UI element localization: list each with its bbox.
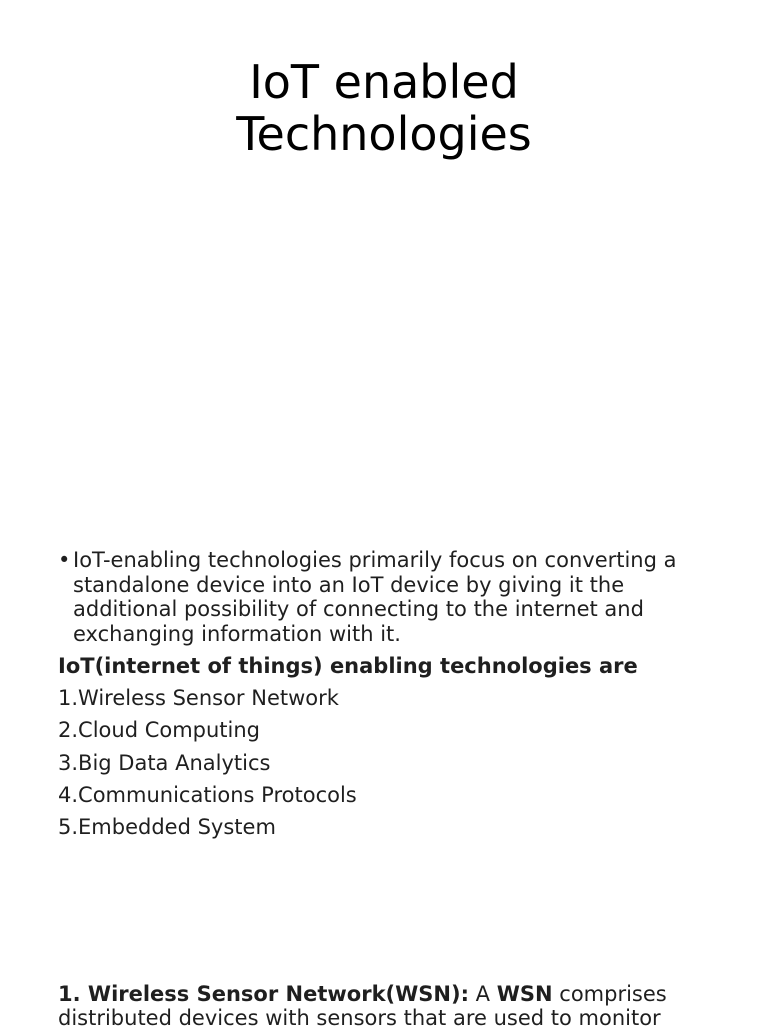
wsn-text-a: A [469, 982, 497, 1006]
bullet-icon: • [58, 548, 71, 572]
list-item: 2.Cloud Computing [58, 718, 261, 743]
list-item: 3.Big Data Analytics [58, 750, 271, 775]
intro-bullet-text: IoT-enabling technologies primarily focus on converting a standalone device into an IoT device by giving it the additional possibility of connecting to the internet and exchanging information with it. [73, 548, 677, 646]
list-item: 1.Wireless Sensor Network [58, 686, 339, 710]
wsn-section [58, 982, 728, 1030]
wsn-text-b: comprises distributed devices with sensors that are used to monitor [58, 982, 667, 1030]
technologies-list [58, 682, 728, 843]
wsn-term: WSN [496, 982, 553, 1006]
slide-title-line-2: Technologies [236, 107, 532, 161]
list-item: 5.Embedded System [58, 815, 276, 840]
slide-body [58, 548, 728, 843]
technologies-heading: IoT(internet of things) enabling technologies are [58, 654, 638, 678]
list-item: 4.Communications Protocols [58, 782, 357, 807]
wsn-heading: 1. Wireless Sensor Network(WSN): [58, 982, 469, 1006]
slide-title-line-1: IoT enabled [249, 55, 519, 109]
intro-bullet [58, 548, 728, 646]
slide-title [0, 56, 768, 160]
